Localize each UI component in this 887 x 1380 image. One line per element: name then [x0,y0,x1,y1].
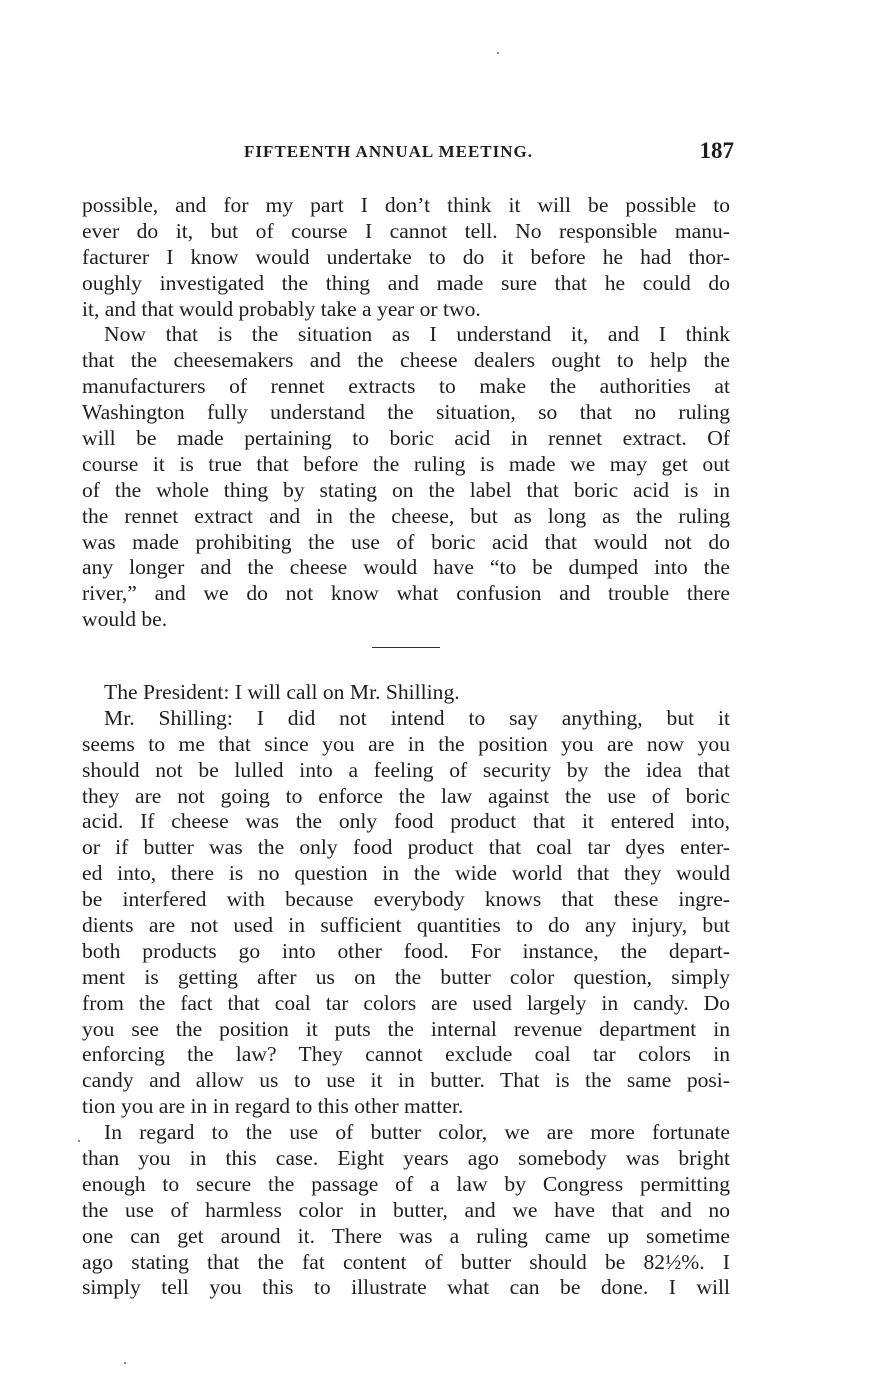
text-line: ever do it, but of course I cannot tell. No responsible manu- [82,218,730,243]
text-line: course it is true that before the ruling is made we may get out [82,451,730,476]
text-line: possible, and for my part I don’t think it will be possible to [82,193,730,217]
text-line: enforcing the law? They cannot exclude coal tar colors in [82,1042,730,1067]
text-line: both products go into other food. For instance, the depart- [82,938,730,963]
text-line: enough to secure the passage of a law by Congress permitting [82,1171,730,1196]
text-line: facturer I know would undertake to do it before he had thor- [82,244,730,269]
text-line: Mr. Shilling: I did not intend to say anything, but it [104,705,730,730]
paper-speck [497,52,499,54]
text-line: river,” and we do not know what confusion and trouble there [82,581,730,606]
text-line: tion you are in in regard to this other matter. [82,1094,464,1119]
text-line: manufacturers of rennet extracts to make the authorities at [82,374,730,399]
paper-speck [78,1140,80,1142]
text-line: Now that is the situation as I understand it, and I think [104,322,730,347]
text-line: ment is getting after us on the butter color question, simply [82,964,730,989]
text-line: should not be lulled into a feeling of security by the idea that [82,757,730,782]
text-line: seems to me that since you are in the position you are now you [82,731,730,756]
text-line: simply tell you this to illustrate what can be done. I will [82,1275,730,1300]
page-header [82,138,734,164]
text-line: Washington fully understand the situation, so that no ruling [82,400,730,425]
text-line: or if butter was the only food product that coal tar dyes enter- [82,835,730,860]
text-line: candy and allow us to use it in butter. That is the same posi- [82,1068,730,1093]
text-line: In regard to the use of butter color, we are more fortunate [104,1120,730,1145]
text-line: you see the position it puts the internal revenue department in [82,1016,730,1041]
page-number: 187 [699,138,734,163]
text-line: that the cheesemakers and the cheese dealers ought to help the [82,348,730,373]
paper-speck [124,1362,126,1364]
text-line: acid. If cheese was the only food product that it entered into, [82,809,730,834]
text-line: dients are not used in sufficient quantities to do any injury, but [82,913,730,938]
text-line: be interfered with because everybody knows that these ingre- [82,887,730,912]
text-line: one can get around it. There was a ruling came up sometime [82,1223,730,1248]
text-line: ago stating that the fat content of butter should be 82½%. I [82,1249,730,1274]
text-line: the rennet extract and in the cheese, but as long as the ruling [82,503,730,528]
text-line: would be. [82,607,168,632]
text-line: will be made pertaining to boric acid in rennet extract. Of [82,426,730,451]
paragraph-block-shilling [82,680,730,1301]
text-line: The President: I will call on Mr. Shilling. [104,680,460,704]
text-line: ed into, there is no question in the wide world that they would [82,861,730,886]
text-line: oughly investigated the thing and made sure that he could do [82,270,730,295]
text-line: was made prohibiting the use of boric acid that would not do [82,529,730,554]
text-line: from the fact that coal tar colors are used largely in candy. Do [82,990,730,1015]
text-line: they are not going to enforce the law against the use of boric [82,783,730,808]
text-line: of the whole thing by stating on the label that boric acid is in [82,477,730,502]
running-head: FIFTEENTH ANNUAL MEETING. [244,142,534,161]
text-line: any longer and the cheese would have “to be dumped into the [82,555,730,580]
paragraph-block-rennet [82,193,730,633]
section-divider [372,647,440,648]
text-line: it, and that would probably take a year or two. [82,296,481,321]
text-line: than you in this case. Eight years ago somebody was bright [82,1146,730,1171]
text-line: the use of harmless color in butter, and we have that and no [82,1197,730,1222]
